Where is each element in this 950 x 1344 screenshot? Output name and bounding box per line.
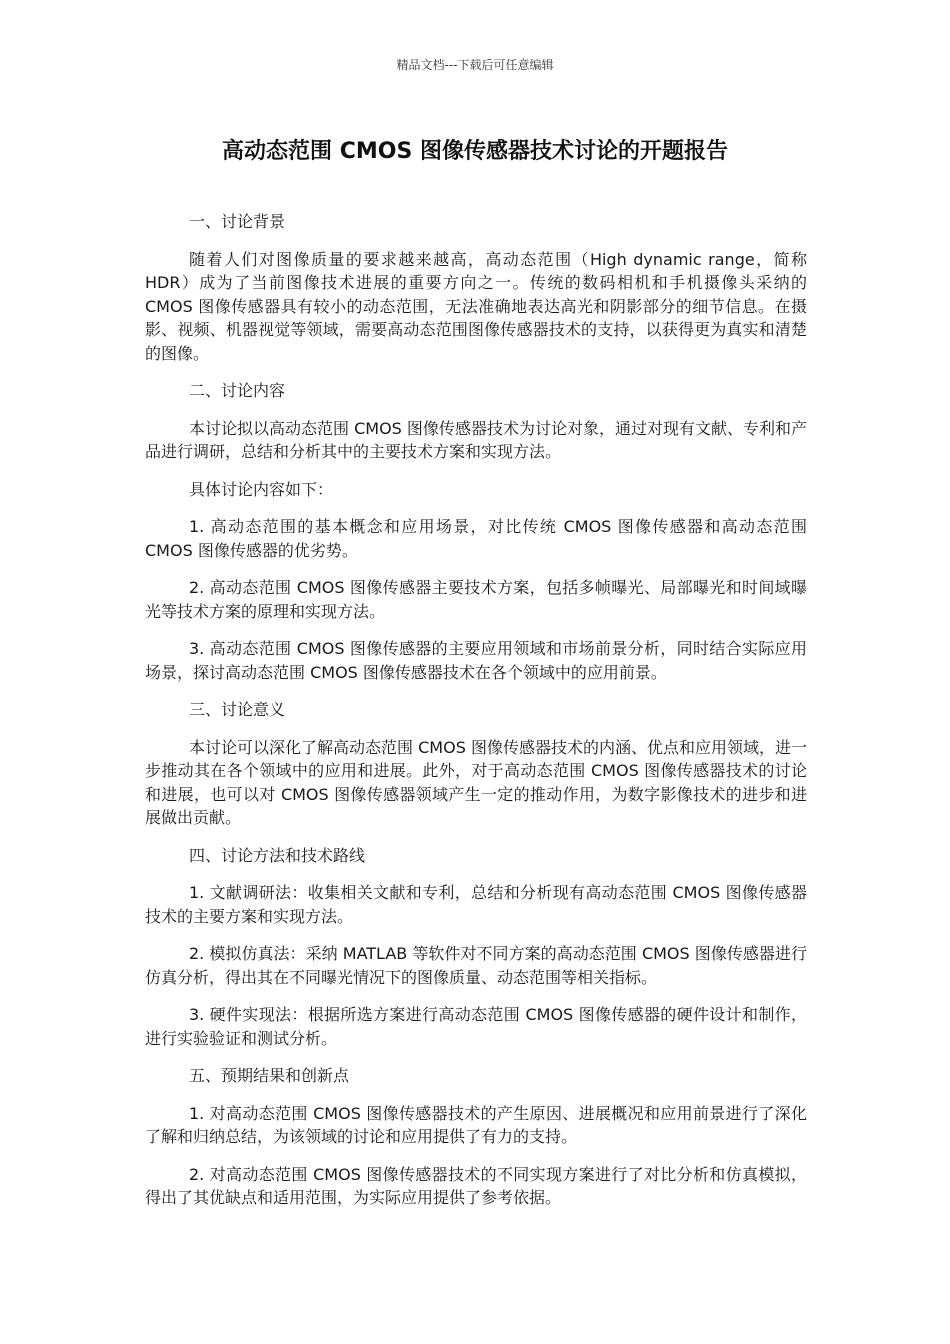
list-item: 2. 模拟仿真法：采纳 MATLAB 等软件对不同方案的高动态范围 CMOS 图像传感器进行仿真分析，得出其在不同曝光情况下的图像质量、动态范围等相关指标。 xyxy=(145,944,807,987)
paragraph: 本讨论拟以高动态范围 CMOS 图像传感器技术为讨论对象，通过对现有文献、专利和产品进行调研，总结和分析其中的主要技术方案和实现方法。 xyxy=(145,418,807,461)
section-heading-expected-results: 五、预期结果和创新点 xyxy=(189,1066,350,1085)
paragraph: 本讨论可以深化了解高动态范围 CMOS 图像传感器技术的内涵、优点和应用领域，进一步推动其在各个领域中的应用和进展。此外，对于高动态范围 CMOS 图像传感器技术的讨论和进展，也可以对 CMOS 图像传感器领域产生一定的推动作用，为数字影像技术的进步和进展做出贡献。 xyxy=(145,737,807,827)
list-item: 2. 对高动态范围 CMOS 图像传感器技术的不同实现方案进行了对比分析和仿真模拟，得出了其优缺点和适用范围，为实际应用提供了参考依据。 xyxy=(145,1164,807,1207)
section-heading-background: 一、讨论背景 xyxy=(189,212,286,231)
section-heading-content: 二、讨论内容 xyxy=(189,381,286,400)
list-item: 3. 高动态范围 CMOS 图像传感器的主要应用领域和市场前景分析，同时结合实际应用场景，探讨高动态范围 CMOS 图像传感器技术在各个领域中的应用前景。 xyxy=(145,639,807,682)
list-item: 3. 硬件实现法：根据所选方案进行高动态范围 CMOS 图像传感器的硬件设计和制作，进行实验验证和测试分析。 xyxy=(145,1005,807,1048)
section-heading-methods: 四、讨论方法和技术路线 xyxy=(189,845,366,865)
header-note: 精品文档---下载后可任意编辑 xyxy=(396,58,554,72)
list-item: 1. 对高动态范围 CMOS 图像传感器技术的产生原因、进展概况和应用前景进行了深化了解和归纳总结，为该领域的讨论和应用提供了有力的支持。 xyxy=(145,1103,807,1146)
list-item: 1. 文献调研法：收集相关文献和专利，总结和分析现有高动态范围 CMOS 图像传感器技术的主要方案和实现方法。 xyxy=(145,883,807,926)
section-heading-significance: 三、讨论意义 xyxy=(189,700,286,719)
document-body xyxy=(145,210,807,1224)
list-item: 1. 高动态范围的基本概念和应用场景，对比传统 CMOS 图像传感器和高动态范围 CMOS 图像传感器的优劣势。 xyxy=(145,517,807,560)
paragraph: 随着人们对图像质量的要求越来越高，高动态范围（High dynamic range，简称 HDR）成为了当前图像技术进展的重要方向之一。传统的数码相机和手机摄像头采纳的 CMOS 图像传感器具有较小的动态范围，无法准确地表达高光和阴影部分的细节信息。在摄影、视频、机器视觉等领域，需要高动态范围图像传感器技术的支持，以获得更为真实和清楚的图像。 xyxy=(145,249,807,363)
paragraph: 具体讨论内容如下： xyxy=(189,479,334,499)
list-item: 2. 高动态范围 CMOS 图像传感器主要技术方案，包括多帧曝光、局部曝光和时间域曝光等技术方案的原理和实现方法。 xyxy=(145,578,807,621)
document-title: 高动态范围 CMOS 图像传感器技术讨论的开题报告 xyxy=(222,139,728,164)
